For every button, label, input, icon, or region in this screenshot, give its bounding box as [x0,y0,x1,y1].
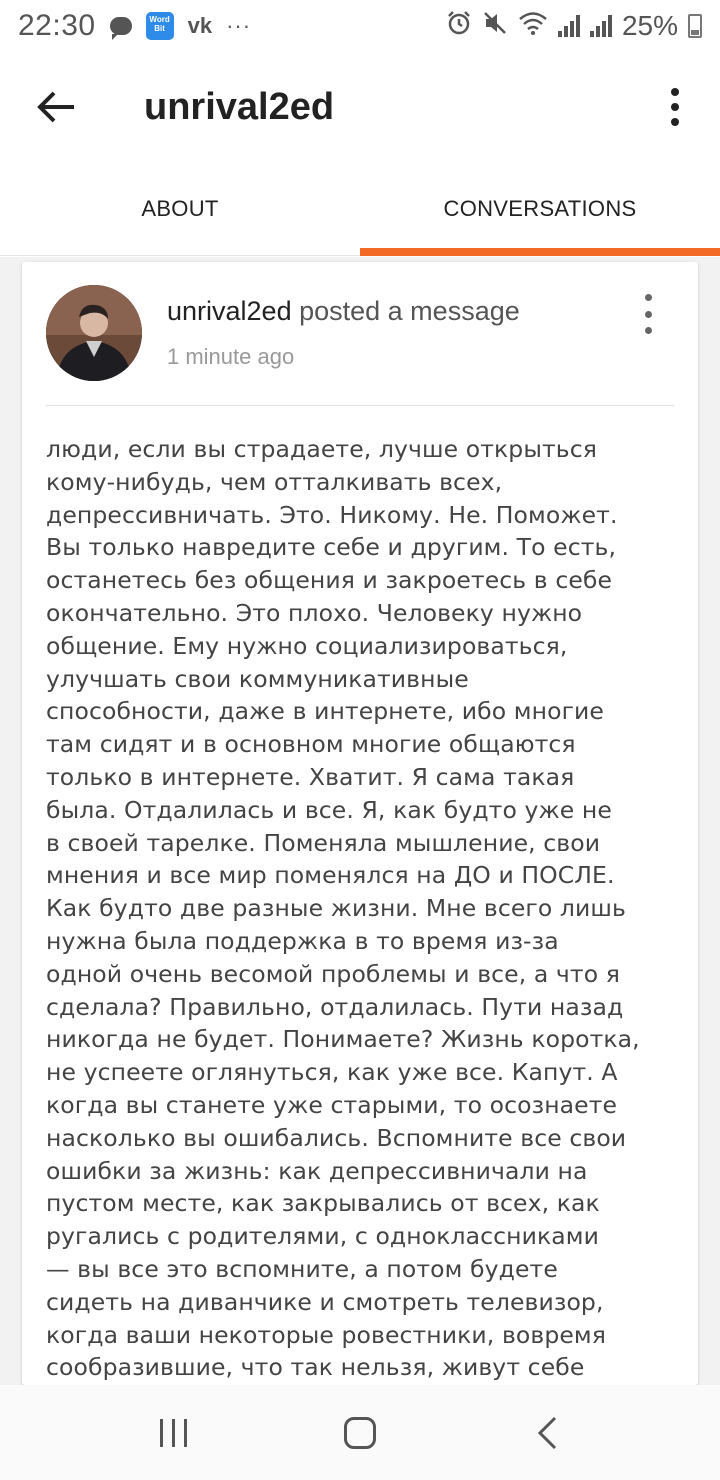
post-header [22,262,698,405]
alarm-icon [446,10,472,43]
recents-icon [160,1419,187,1447]
battery-percent: 25% [621,10,678,41]
more-vert-icon [671,88,679,96]
status-bar [0,0,720,52]
overflow-menu-button[interactable] [660,77,690,137]
avatar[interactable] [46,285,142,381]
post-timestamp: 1 minute ago [167,344,295,369]
more-notifications-icon: ··· [226,13,252,38]
chat-bubble-icon [110,17,132,35]
app-bar [0,52,720,162]
arrow-left-icon [36,90,76,124]
tab-bar [0,162,720,256]
page-title: unrival2ed [144,85,335,128]
status-time: 22:30 [18,9,96,42]
system-back-button[interactable] [502,1398,592,1468]
notification-icons [110,12,251,40]
post-title [167,296,520,327]
post-body: люди, если вы страдаете, лучше открыться кому-нибудь, чем отталкивать всех, депрессивничать. Это. Никому. Не. Поможет. Вы только навредите себе и другим. То есть, останетесь без общения и закроетесь в себе окончательно. Это плохо. Человеку нужно общение. Ему нужно социализироваться, улучшать свои коммуникативные способности, даже в интернете, ибо многие там сидят и в основном многие общаются только в интернете. Хватит. Я сама такая была. Отдалилась и все. Я, как будто уже не в своей тарелке. Поменяла мышление, свои мнения и все мир поменялся на ДО и ПОСЛЕ. Как будто две разные жизни. Мне всего лишь нужна была поддержка в то время из-за одной очень весомой проблемы и все, а что я сделала? Правильно, отдалилась. Пути назад никогда не будет. Понимаете? Жизнь коротка, не успеете оглянуться, как уже все. Капут. А когда вы станете уже старыми, то осознаете насколько вы ошибались. Вспомните все свои ошибки за жизнь: как депрессивничали на пустом месте, как закрывались от всех, как ругались с родителями, с одноклассниками — вы все это вспомните, а потом будете сидеть на диванчике и смотреть телевизор, когда ваши некоторые ровестники, вовремя сообразившие, что так нельзя, живут себе [46,435,640,1382]
more-vert-icon [645,294,652,301]
home-button[interactable] [315,1398,405,1468]
system-nav-bar [0,1385,720,1480]
system-icons [446,10,702,43]
home-icon [344,1417,376,1449]
post-card [22,262,698,1385]
signal-icon-2 [590,15,612,37]
tab-about[interactable]: ABOUT [141,195,219,221]
wordbit-app-icon: Word Bit [146,12,174,40]
tab-conversations[interactable]: CONVERSATIONS [360,162,720,255]
post-menu-button[interactable] [638,294,658,334]
back-button[interactable] [20,71,92,143]
battery-icon [688,14,702,38]
signal-icon [558,15,580,37]
divider [46,405,674,406]
chevron-left-icon [536,1416,558,1450]
post-action: posted a message [291,296,520,326]
wifi-icon [518,10,548,43]
recents-button[interactable] [128,1398,218,1468]
mute-icon [482,10,508,43]
post-author[interactable]: unrival2ed [167,296,292,326]
vk-icon: vk [187,13,213,38]
